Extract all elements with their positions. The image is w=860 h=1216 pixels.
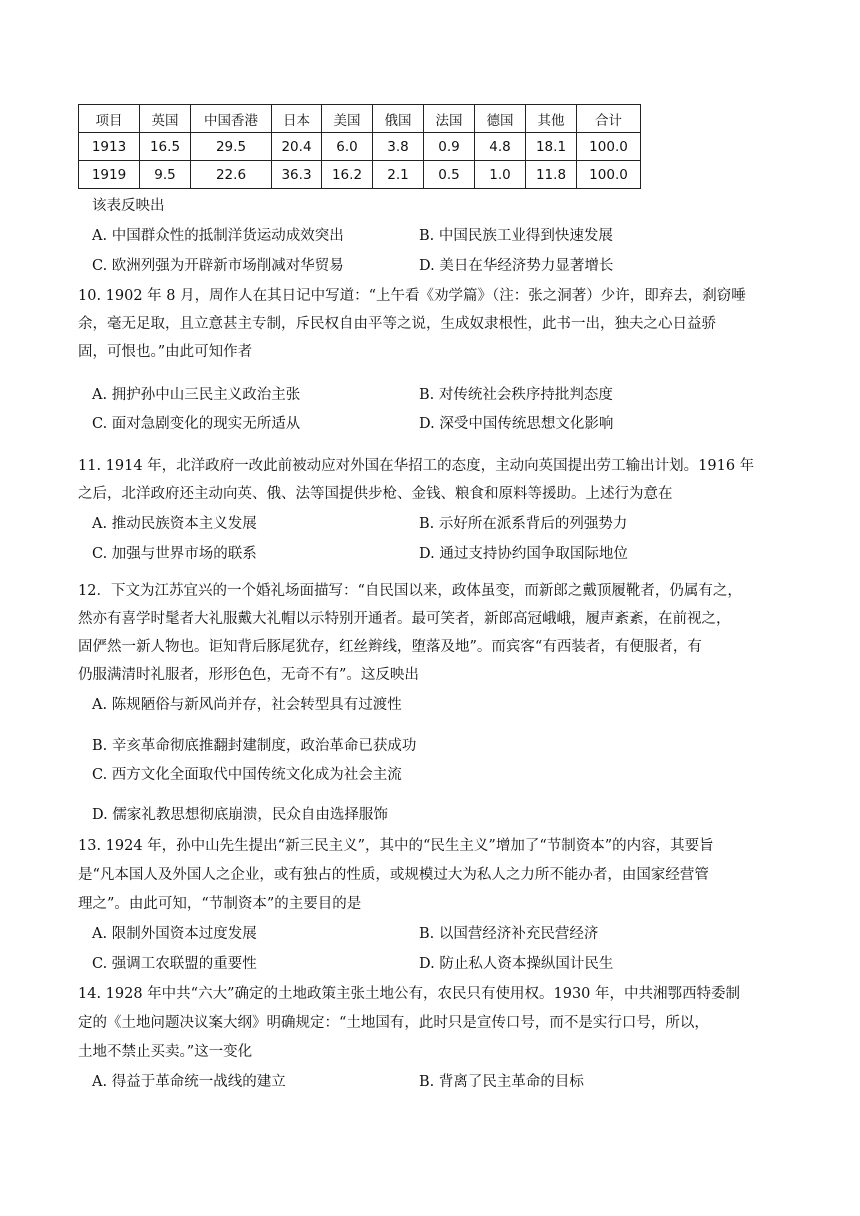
q14-stem-line: 定的《土地问题决议案大纲》明确规定：“土地国有，此时只是宣传口号，而不是实行口号，所以， (78, 1015, 709, 1031)
table-row (79, 133, 641, 161)
q10-option-c[interactable]: C. 面对急剧变化的现实无所适从 (92, 416, 301, 432)
q13-option-a[interactable]: A. 限制外国资本过度发展 (92, 926, 257, 942)
table-cell: 36.3 (272, 161, 322, 189)
q11-option-c[interactable]: C. 加强与世界市场的联系 (92, 546, 257, 562)
table-cell: 16.2 (322, 161, 373, 189)
q10-stem-line: 固，可恨也。”由此可知作者 (78, 344, 253, 360)
table-cell: 2.1 (373, 161, 424, 189)
q11-option-d[interactable]: D. 通过支持协约国争取国际地位 (419, 546, 628, 562)
trade-share-table (78, 104, 641, 189)
q12-stem-line: 仍服满清时礼服者，形形色色，无奇不有”。这反映出 (78, 667, 419, 683)
q10-option-d[interactable]: D. 深受中国传统思想文化影响 (419, 416, 614, 432)
q10-stem-line: 余，毫无足取，且立意甚主专制，斥民权自由平等之说，生成奴隶根性，此书一出，独夫之心日益骄 (78, 316, 716, 332)
table-cell: 29.5 (191, 133, 272, 161)
q13-option-b[interactable]: B. 以国营经济补充民营经济 (419, 926, 599, 942)
q11-option-a[interactable]: A. 推动民族资本主义发展 (92, 516, 257, 532)
table-header-cell: 日本 (272, 105, 322, 133)
q9-stem: 该表反映出 (92, 198, 165, 214)
table-cell: 18.1 (526, 133, 577, 161)
q14-option-b[interactable]: B. 背离了民主革命的目标 (419, 1074, 584, 1090)
table-header-cell: 项目 (79, 105, 140, 133)
table-cell: 11.8 (526, 161, 577, 189)
q13-option-c[interactable]: C. 强调工农联盟的重要性 (92, 956, 257, 972)
table-header-cell: 其他 (526, 105, 577, 133)
table-cell: 100.0 (577, 133, 641, 161)
table-cell: 100.0 (577, 161, 641, 189)
q11-stem-line: 之后，北洋政府还主动向英、俄、法等国提供步枪、金钱、粮食和原料等援助。上述行为意在 (78, 486, 673, 502)
table-cell: 3.8 (373, 133, 424, 161)
table-cell: 22.6 (191, 161, 272, 189)
q13-stem-line: 是“凡本国人及外国人之企业，或有独占的性质，或规模过大为私人之力所不能办者，由国家经营管 (78, 867, 709, 883)
q9-option-b[interactable]: B. 中国民族工业得到快速发展 (419, 228, 613, 244)
table-cell: 6.0 (322, 133, 373, 161)
q10-option-a[interactable]: A. 拥护孙中山三民主义政治主张 (92, 387, 301, 403)
table-cell: 20.4 (272, 133, 322, 161)
table-cell: 0.9 (424, 133, 475, 161)
table-cell: 9.5 (140, 161, 191, 189)
q14-stem-line: 14. 1928 年中共“六大”确定的土地政策主张土地公有，农民只有使用权。1930 年，中共湘鄂西特委制 (78, 986, 741, 1002)
table-row (79, 161, 641, 189)
table-cell: 1.0 (475, 161, 526, 189)
table-header-cell: 合计 (577, 105, 641, 133)
q12-option-c[interactable]: C. 西方文化全面取代中国传统文化成为社会主流 (92, 767, 402, 783)
table-header-cell: 中国香港 (191, 105, 272, 133)
q9-option-a[interactable]: A. 中国群众性的抵制洋货运动成效突出 (92, 228, 344, 244)
q12-option-a[interactable]: A. 陈规陋俗与新风尚并存，社会转型具有过渡性 (92, 697, 402, 713)
table-header-cell: 俄国 (373, 105, 424, 133)
q9-option-d[interactable]: D. 美日在华经济势力显著增长 (419, 258, 614, 274)
table-header-row (79, 105, 641, 133)
table-cell: 1919 (79, 161, 140, 189)
table-cell: 0.5 (424, 161, 475, 189)
table-cell: 4.8 (475, 133, 526, 161)
q12-stem-line: 然亦有喜学时髦者大礼服戴大礼帽以示特别开通者。最可笑者，新郎高冠峨峨，履声紊紊，在前视之， (78, 611, 731, 627)
q12-stem-line: 12．下文为江苏宜兴的一个婚礼场面描写：“自民国以来，政体虽变，而新郎之戴顶履靴者，仍属有之， (78, 583, 742, 599)
table-cell: 1913 (79, 133, 140, 161)
q10-stem-line: 10. 1902 年 8 月，周作人在其日记中写道：“上午看《劝学篇》（注：张之洞著）少许，即弃去，刹窃唾 (78, 288, 746, 304)
q14-option-a[interactable]: A. 得益于革命统一战线的建立 (92, 1074, 286, 1090)
q11-stem-line: 11. 1914 年，北洋政府一改此前被动应对外国在华招工的态度，主动向英国提出劳工输出计划。1916 年 (78, 458, 755, 474)
table-header-cell: 英国 (140, 105, 191, 133)
q14-stem-line: 土地不禁止买卖。”这一变化 (78, 1044, 253, 1060)
table-header-cell: 法国 (424, 105, 475, 133)
q13-option-d[interactable]: D. 防止私人资本操纵国计民生 (419, 956, 614, 972)
table-cell: 16.5 (140, 133, 191, 161)
q10-option-b[interactable]: B. 对传统社会秩序持批判态度 (419, 387, 613, 403)
q12-option-b[interactable]: B. 辛亥革命彻底推翻封建制度，政治革命已获成功 (92, 738, 417, 754)
q13-stem-line: 13. 1924 年，孙中山先生提出“新三民主义”，其中的“民生主义”增加了“节制资本”的内容，其要旨 (78, 838, 714, 854)
table-header-cell: 美国 (322, 105, 373, 133)
q12-stem-line: 固俨然一新人物也。讵知背后豚尾犹存，红丝辫线，堕落及地”。而宾客“有西装者，有便服者，有 (78, 639, 702, 655)
table-header-cell: 德国 (475, 105, 526, 133)
q11-option-b[interactable]: B. 示好所在派系背后的列强势力 (419, 516, 628, 532)
q9-option-c[interactable]: C. 欧洲列强为开辟新市场削减对华贸易 (92, 258, 344, 274)
q12-option-d[interactable]: D. 儒家礼教思想彻底崩溃，民众自由选择服饰 (92, 807, 388, 823)
q13-stem-line: 理之”。由此可知，“节制资本”的主要目的是 (78, 896, 362, 912)
